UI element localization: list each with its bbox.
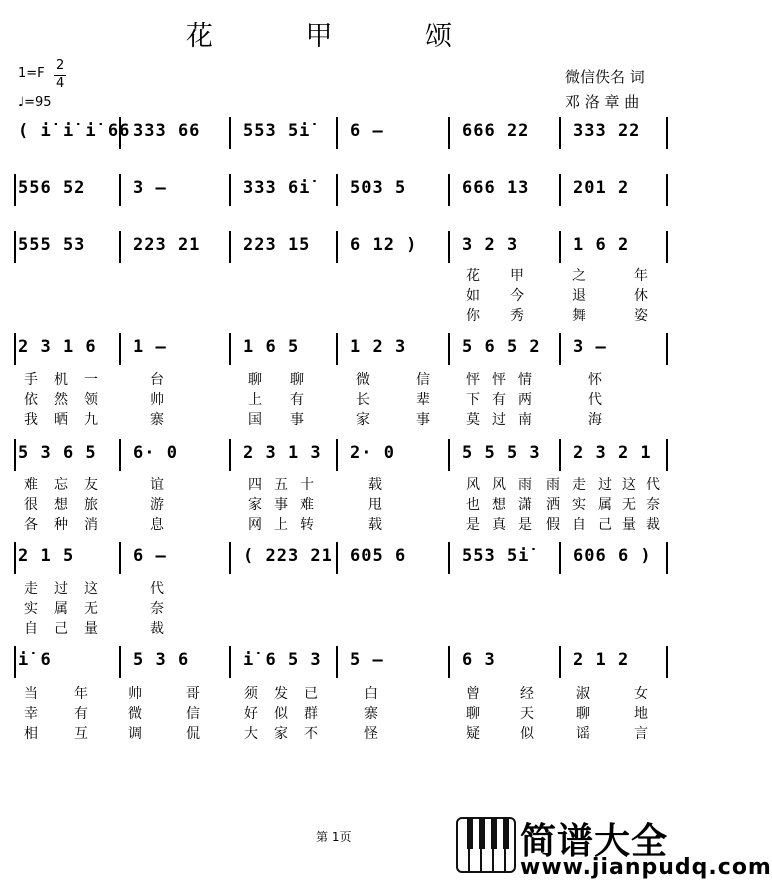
lyric-syllable: 是 <box>518 517 532 533</box>
bar-line <box>448 174 450 206</box>
measure-notes: 5 3 6 5 <box>18 443 97 463</box>
lyric-syllable: 莫 <box>466 412 480 428</box>
lyric-syllable: 帅 <box>150 392 164 408</box>
tempo-mark: ♩=95 <box>18 95 52 110</box>
lyric-syllable: 旅 <box>84 497 98 513</box>
lyric-syllable: 难 <box>24 477 38 493</box>
lyric-syllable: 聊 <box>576 706 590 722</box>
lyric-syllable: 风 <box>492 477 506 493</box>
staff-row <box>14 443 666 469</box>
lyric-syllable: 海 <box>588 412 602 428</box>
lyric-syllable: 忘 <box>54 477 68 493</box>
lyric-syllable: 消 <box>84 517 98 533</box>
lyric-syllable: 转 <box>300 517 314 533</box>
lyric-syllable: 大 <box>244 726 258 742</box>
lyric-syllable: 姿 <box>634 308 648 324</box>
lyric-syllable: 幸 <box>24 706 38 722</box>
staff-row <box>14 337 666 363</box>
lyric-syllable: 之 <box>572 268 586 284</box>
measure-notes: 333 6i̇ <box>243 178 311 198</box>
measure-notes: 556 52 <box>18 178 86 198</box>
measure-notes: 666 13 <box>462 178 530 198</box>
measure-notes: i̇ 6 <box>18 650 52 670</box>
lyric-syllable: 奈 <box>646 497 660 513</box>
measure-notes: 2 1 2 <box>573 650 630 670</box>
bar-line <box>14 333 16 365</box>
measure-notes: 3 – <box>133 178 167 198</box>
lyric-syllable: 手 <box>24 372 38 388</box>
lyric-syllable: 家 <box>274 726 288 742</box>
lyric-syllable: 自 <box>24 621 38 637</box>
lyric-syllable: 假 <box>546 517 560 533</box>
lyric-syllable: 无 <box>84 601 98 617</box>
lyricist-credit: 微信佚名 词 <box>565 68 645 86</box>
bar-line <box>336 117 338 149</box>
lyric-syllable: 舞 <box>572 308 586 324</box>
lyric-syllable: 疑 <box>466 726 480 742</box>
measure-notes: 6 – <box>133 546 167 566</box>
composer-credit: 邓 洛 章 曲 <box>565 93 640 111</box>
staff-row <box>14 235 666 261</box>
measure-notes: 201 2 <box>573 178 630 198</box>
lyric-syllable: 聊 <box>466 706 480 722</box>
measure-notes: 1 2 3 <box>350 337 407 357</box>
measure-notes: 1 6 2 <box>573 235 630 255</box>
bar-line <box>448 117 450 149</box>
lyric-syllable: 怦 <box>466 372 480 388</box>
lyric-syllable: 谣 <box>576 726 590 742</box>
lyric-syllable: 事 <box>290 412 304 428</box>
lyric-syllable: 难 <box>300 497 314 513</box>
lyric-syllable: 经 <box>520 686 534 702</box>
bar-line <box>229 439 231 471</box>
lyric-syllable: 这 <box>622 477 636 493</box>
lyric-syllable: 情 <box>518 372 532 388</box>
bar-line <box>229 646 231 678</box>
lyric-syllable: 有 <box>492 392 506 408</box>
lyric-syllable: 很 <box>24 497 38 513</box>
lyric-syllable: 曾 <box>466 686 480 702</box>
lyric-syllable: 九 <box>84 412 98 428</box>
lyric-syllable: 雨 <box>546 477 560 493</box>
measure-notes: 5 6 5 2 <box>462 337 541 357</box>
lyric-syllable: 年 <box>634 268 648 284</box>
bar-line <box>229 231 231 263</box>
bar-line <box>666 542 668 574</box>
bar-line <box>559 117 561 149</box>
measure-notes: 5 – <box>350 650 384 670</box>
measure-notes: 2 3 1 6 <box>18 337 97 357</box>
lyric-syllable: 聊 <box>248 372 262 388</box>
lyric-syllable: 调 <box>128 726 142 742</box>
lyric-syllable: 量 <box>622 517 636 533</box>
lyric-syllable: 年 <box>74 686 88 702</box>
lyric-syllable: 量 <box>84 621 98 637</box>
bar-line <box>14 174 16 206</box>
lyric-syllable: 家 <box>248 497 262 513</box>
lyric-syllable: 这 <box>84 581 98 597</box>
lyric-syllable: 甲 <box>510 268 524 284</box>
lyric-syllable: 过 <box>54 581 68 597</box>
lyric-syllable: 微 <box>356 372 370 388</box>
lyric-syllable: 游 <box>150 497 164 513</box>
bar-line <box>666 117 668 149</box>
lyric-syllable: 机 <box>54 372 68 388</box>
lyric-syllable: 风 <box>466 477 480 493</box>
measure-notes: 553 5i̇ <box>243 121 311 141</box>
lyric-syllable: 属 <box>598 497 612 513</box>
song-title: 花 甲 颂 <box>185 21 495 52</box>
lyric-syllable: 十 <box>300 477 314 493</box>
bar-line <box>14 542 16 574</box>
lyric-syllable: 女 <box>634 686 648 702</box>
measure-notes: 223 21 <box>133 235 201 255</box>
bar-line <box>119 333 121 365</box>
lyric-syllable: 谊 <box>150 477 164 493</box>
bar-line <box>666 333 668 365</box>
lyric-syllable: 各 <box>24 517 38 533</box>
lyric-syllable: 群 <box>304 706 318 722</box>
bar-line <box>559 646 561 678</box>
lyric-syllable: 载 <box>368 517 382 533</box>
lyric-syllable: 不 <box>304 726 318 742</box>
lyric-syllable: 实 <box>24 601 38 617</box>
lyric-syllable: 裁 <box>646 517 660 533</box>
lyric-syllable: 己 <box>54 621 68 637</box>
measure-notes: 6 – <box>350 121 384 141</box>
lyric-syllable: 花 <box>466 268 480 284</box>
lyric-syllable: 侃 <box>186 726 200 742</box>
bar-line <box>119 542 121 574</box>
lyric-syllable: 须 <box>244 686 258 702</box>
lyric-syllable: 洒 <box>546 497 560 513</box>
lyric-syllable: 长 <box>356 392 370 408</box>
lyric-syllable: 载 <box>368 477 382 493</box>
lyric-syllable: 是 <box>466 517 480 533</box>
bar-line <box>336 646 338 678</box>
bar-line <box>119 231 121 263</box>
page-number: 第 1页 <box>316 830 352 844</box>
lyric-syllable: 相 <box>24 726 38 742</box>
time-signature-denominator: 4 <box>56 76 65 91</box>
lyric-syllable: 己 <box>598 517 612 533</box>
logo-brand-text: 简谱大全 <box>520 821 669 862</box>
lyric-syllable: 走 <box>24 581 38 597</box>
lyric-syllable: 怪 <box>364 726 378 742</box>
lyric-syllable: 事 <box>416 412 430 428</box>
lyric-syllable: 息 <box>150 517 164 533</box>
lyric-syllable: 已 <box>304 686 318 702</box>
bar-line <box>336 542 338 574</box>
measure-notes: 333 22 <box>573 121 641 141</box>
lyric-syllable: 好 <box>244 706 258 722</box>
lyric-syllable: 似 <box>274 706 288 722</box>
bar-line <box>119 174 121 206</box>
bar-line <box>559 174 561 206</box>
bar-line <box>119 439 121 471</box>
lyric-syllable: 甩 <box>368 497 382 513</box>
lyric-syllable: 国 <box>248 412 262 428</box>
lyric-syllable: 友 <box>84 477 98 493</box>
measure-notes: 666 22 <box>462 121 530 141</box>
bar-line <box>336 333 338 365</box>
lyric-syllable: 也 <box>466 497 480 513</box>
staff-row <box>14 546 666 572</box>
bar-line <box>448 439 450 471</box>
bar-line <box>336 174 338 206</box>
lyric-syllable: 我 <box>24 412 38 428</box>
lyric-syllable: 奈 <box>150 601 164 617</box>
lyric-syllable: 自 <box>572 517 586 533</box>
measure-notes: 553 5i̇ <box>462 546 530 566</box>
lyric-syllable: 过 <box>492 412 506 428</box>
lyric-syllable: 领 <box>84 392 98 408</box>
bar-line <box>229 333 231 365</box>
lyric-syllable: 哥 <box>186 686 200 702</box>
lyric-syllable: 代 <box>646 477 660 493</box>
lyric-syllable: 上 <box>248 392 262 408</box>
site-logo <box>456 813 772 883</box>
lyric-syllable: 五 <box>274 477 288 493</box>
measure-notes: 2 1 5 <box>18 546 75 566</box>
measure-notes: 3 2 3 <box>462 235 519 255</box>
bar-line <box>14 646 16 678</box>
bar-line <box>448 542 450 574</box>
lyric-syllable: 信 <box>416 372 430 388</box>
bar-line <box>448 231 450 263</box>
measure-notes: ( i̇ i̇ i̇ 66 <box>18 121 131 141</box>
measure-notes: 606 6 ) <box>573 546 652 566</box>
lyric-syllable: 怀 <box>588 372 602 388</box>
bar-line <box>666 231 668 263</box>
lyric-syllable: 然 <box>54 392 68 408</box>
lyric-syllable: 台 <box>150 372 164 388</box>
lyric-syllable: 似 <box>520 726 534 742</box>
measure-notes: 223 15 <box>243 235 311 255</box>
lyric-syllable: 想 <box>54 497 68 513</box>
lyric-syllable: 当 <box>24 686 38 702</box>
piano-keys-icon <box>456 817 516 873</box>
measure-notes: i̇ 6 5 3 <box>243 650 322 670</box>
lyric-syllable: 休 <box>634 288 648 304</box>
logo-site-text: www.jianpudq.com <box>520 855 772 880</box>
lyric-syllable: 雨 <box>518 477 532 493</box>
lyric-syllable: 秀 <box>510 308 524 324</box>
lyric-syllable: 代 <box>150 581 164 597</box>
bar-line <box>448 646 450 678</box>
bar-line <box>666 439 668 471</box>
measure-notes: 503 5 <box>350 178 407 198</box>
staff-row <box>14 650 666 676</box>
lyric-syllable: 网 <box>248 517 262 533</box>
bar-line <box>229 117 231 149</box>
measure-notes: 6 3 <box>462 650 496 670</box>
measure-notes: 3 – <box>573 337 607 357</box>
lyric-syllable: 天 <box>520 706 534 722</box>
lyric-syllable: 真 <box>492 517 506 533</box>
lyric-syllable: 你 <box>466 308 480 324</box>
measure-notes: 6· 0 <box>133 443 178 463</box>
lyric-syllable: 发 <box>274 686 288 702</box>
lyric-syllable: 无 <box>622 497 636 513</box>
lyric-syllable: 种 <box>54 517 68 533</box>
lyric-syllable: 寨 <box>150 412 164 428</box>
measure-notes: 333 66 <box>133 121 201 141</box>
bar-line <box>229 174 231 206</box>
lyric-syllable: 帅 <box>128 686 142 702</box>
measure-notes: 1 – <box>133 337 167 357</box>
lyric-syllable: 四 <box>248 477 262 493</box>
lyric-syllable: 退 <box>572 288 586 304</box>
lyric-syllable: 言 <box>634 726 648 742</box>
lyric-syllable: 一 <box>84 372 98 388</box>
measure-notes: 6 12 ) <box>350 235 418 255</box>
bar-line <box>666 174 668 206</box>
bar-line <box>559 231 561 263</box>
measure-notes: 555 53 <box>18 235 86 255</box>
bar-line <box>119 646 121 678</box>
lyric-syllable: 过 <box>598 477 612 493</box>
time-signature-numerator: 2 <box>56 58 65 73</box>
lyric-syllable: 聊 <box>290 372 304 388</box>
measure-notes: 5 3 6 <box>133 650 190 670</box>
lyric-syllable: 淑 <box>576 686 590 702</box>
measure-notes: 2· 0 <box>350 443 395 463</box>
staff-row <box>14 178 666 204</box>
key-signature: 1=F <box>18 66 45 81</box>
lyric-syllable: 实 <box>572 497 586 513</box>
lyric-syllable: 两 <box>518 392 532 408</box>
bar-line <box>14 231 16 263</box>
lyric-syllable: 走 <box>572 477 586 493</box>
staff-row <box>14 121 666 147</box>
measure-notes: 2 3 1 3 <box>243 443 322 463</box>
lyric-syllable: 微 <box>128 706 142 722</box>
lyric-syllable: 信 <box>186 706 200 722</box>
lyric-syllable: 裁 <box>150 621 164 637</box>
lyric-syllable: 上 <box>274 517 288 533</box>
lyric-syllable: 事 <box>274 497 288 513</box>
measure-notes: ( 223 21 <box>243 546 333 566</box>
lyric-syllable: 代 <box>588 392 602 408</box>
lyric-syllable: 今 <box>510 288 524 304</box>
lyric-syllable: 晒 <box>54 412 68 428</box>
measure-notes: 1 6 5 <box>243 337 300 357</box>
lyric-syllable: 地 <box>634 706 648 722</box>
bar-line <box>666 646 668 678</box>
lyric-syllable: 依 <box>24 392 38 408</box>
bar-line <box>336 439 338 471</box>
lyric-syllable: 有 <box>290 392 304 408</box>
lyric-syllable: 寨 <box>364 706 378 722</box>
measure-notes: 2 3 2 1 <box>573 443 652 463</box>
lyric-syllable: 南 <box>518 412 532 428</box>
bar-line <box>14 439 16 471</box>
lyric-syllable: 有 <box>74 706 88 722</box>
bar-line <box>559 439 561 471</box>
lyric-syllable: 想 <box>492 497 506 513</box>
bar-line <box>448 333 450 365</box>
bar-line <box>559 542 561 574</box>
measure-notes: 5 5 5 3 <box>462 443 541 463</box>
measure-notes: 605 6 <box>350 546 407 566</box>
bar-line <box>559 333 561 365</box>
lyric-syllable: 属 <box>54 601 68 617</box>
bar-line <box>336 231 338 263</box>
lyric-syllable: 家 <box>356 412 370 428</box>
bar-line <box>229 542 231 574</box>
lyric-syllable: 如 <box>466 288 480 304</box>
lyric-syllable: 怦 <box>492 372 506 388</box>
lyric-syllable: 下 <box>466 392 480 408</box>
lyric-syllable: 辈 <box>416 392 430 408</box>
lyric-syllable: 互 <box>74 726 88 742</box>
lyric-syllable: 潇 <box>518 497 532 513</box>
lyric-syllable: 白 <box>364 686 378 702</box>
